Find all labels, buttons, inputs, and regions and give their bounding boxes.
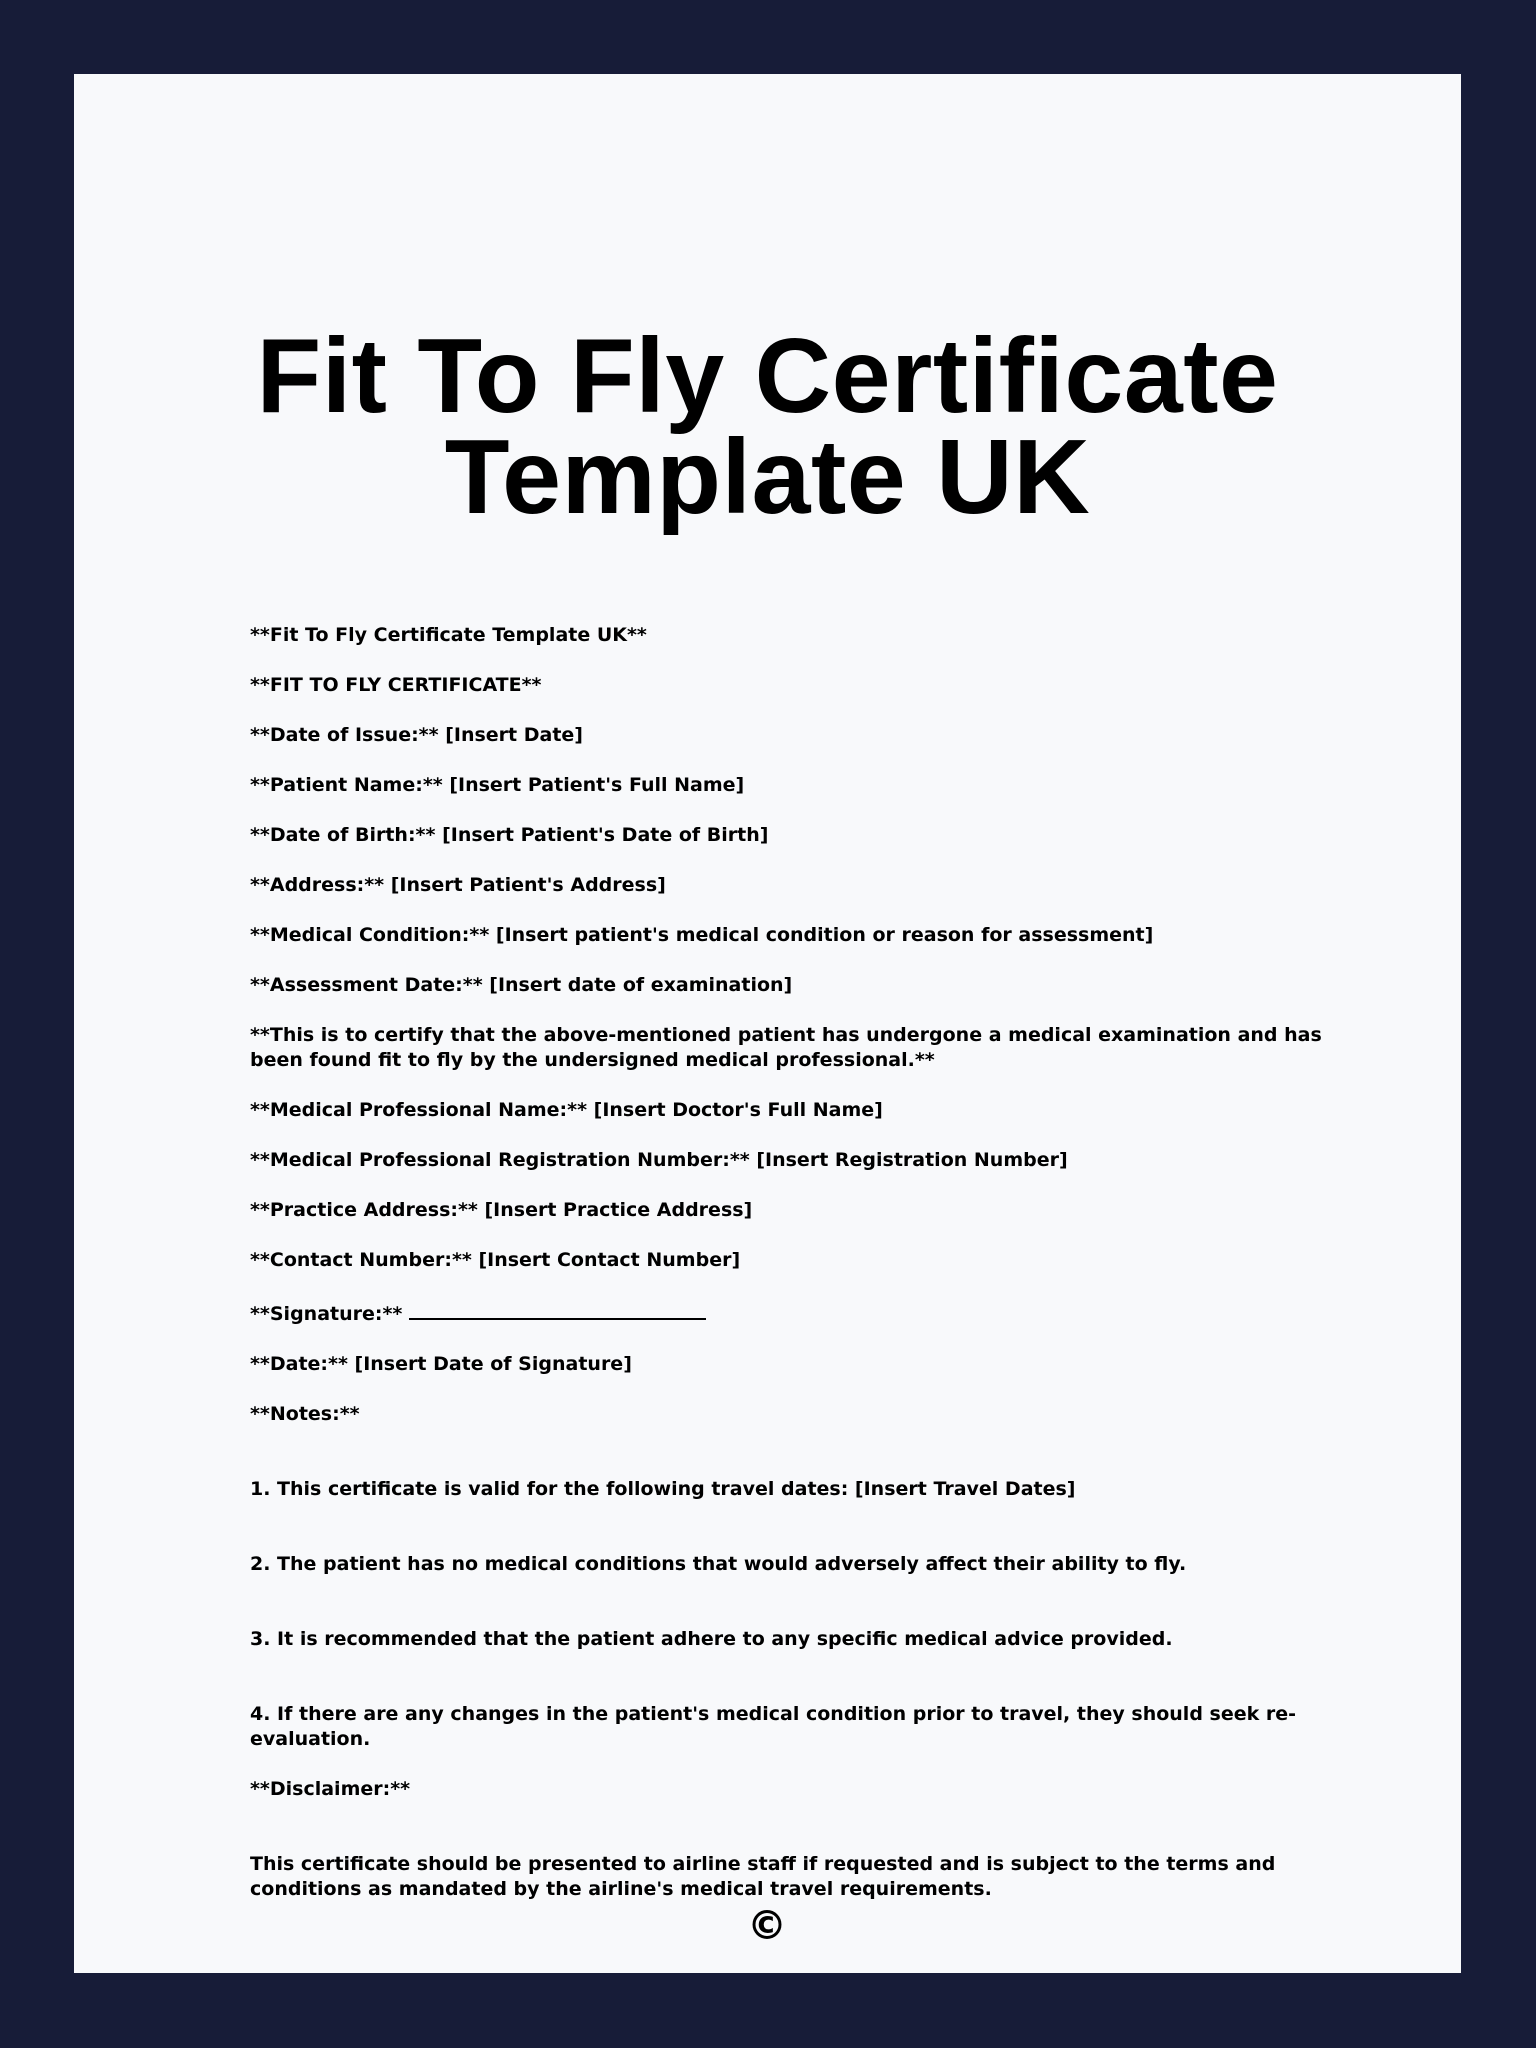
- field-label: **Patient Name:**: [250, 774, 443, 796]
- field-label: **Medical Professional Name:**: [250, 1099, 588, 1121]
- field-address: [250, 873, 1380, 898]
- notes-heading: **Notes:**: [250, 1403, 360, 1425]
- field-medical-condition: [250, 923, 1380, 948]
- document-title: Fit To Fly Certificate Template UK: [256, 317, 1279, 536]
- field-practice-address: [250, 1198, 1380, 1223]
- field-value: [Insert Patient's Date of Birth]: [442, 824, 769, 846]
- note-item: 4. If there are any changes in the patient's medical condition prior to travel, they should seek re-evaluation.: [250, 1703, 1297, 1750]
- field-value: [Insert Doctor's Full Name]: [593, 1099, 883, 1121]
- field-contact-number: [250, 1248, 1380, 1273]
- field-signature: [250, 1298, 1380, 1327]
- field-value: [Insert Date]: [445, 724, 583, 746]
- disclaimer-heading: **Disclaimer:**: [250, 1778, 411, 1800]
- field-date: [250, 1352, 1380, 1377]
- field-label: **Date:**: [250, 1353, 348, 1375]
- field-value: [Insert Date of Signature]: [354, 1353, 632, 1375]
- field-date-of-birth: [250, 823, 1380, 848]
- note-item: 1. This certificate is valid for the following travel dates: [Insert Travel Dates]: [250, 1478, 1076, 1500]
- field-label: **Medical Condition:**: [250, 924, 490, 946]
- field-value: [Insert Contact Number]: [478, 1249, 741, 1271]
- field-value: [Insert Registration Number]: [756, 1149, 1068, 1171]
- field-value: [Insert Patient's Full Name]: [449, 774, 745, 796]
- signature-line: [409, 1298, 706, 1320]
- field-value: [Insert patient's medical condition or reason for assessment]: [495, 924, 1154, 946]
- field-label: **Medical Professional Registration Number:**: [250, 1149, 750, 1171]
- field-date-of-issue: [250, 723, 1380, 748]
- field-value: [Insert date of examination]: [489, 974, 793, 996]
- field-assessment-date: [250, 973, 1380, 998]
- field-label: **Practice Address:**: [250, 1199, 478, 1221]
- document-body: [250, 623, 1380, 1927]
- field-value: [Insert Practice Address]: [484, 1199, 753, 1221]
- certificate-heading: **FIT TO FLY CERTIFICATE**: [250, 674, 542, 696]
- field-professional-name: [250, 1098, 1380, 1123]
- disclaimer-text: This certificate should be presented to airline staff if requested and is subject to the terms and conditions as mandated by the airline's medical travel requirements.: [250, 1853, 1276, 1900]
- note-item: 2. The patient has no medical conditions that would adversely affect their ability to fly.: [250, 1553, 1187, 1575]
- field-label: **Address:**: [250, 874, 385, 896]
- note-item: 3. It is recommended that the patient adhere to any specific medical advice provided.: [250, 1628, 1173, 1650]
- field-patient-name: [250, 773, 1380, 798]
- heading-line: **Fit To Fly Certificate Template UK**: [250, 624, 647, 646]
- field-label: **Assessment Date:**: [250, 974, 483, 996]
- document-page: [74, 74, 1461, 1973]
- copyright-icon: ©: [747, 1903, 787, 1949]
- field-registration-number: [250, 1148, 1380, 1173]
- field-label: **Date of Birth:**: [250, 824, 436, 846]
- field-label: **Contact Number:**: [250, 1249, 472, 1271]
- field-value: [Insert Patient's Address]: [390, 874, 666, 896]
- field-label: **Date of Issue:**: [250, 724, 439, 746]
- certification-statement: **This is to certify that the above-mentioned patient has undergone a medical examination and has been found fit to fly by the undersigned medical professional.**: [250, 1024, 1322, 1071]
- signature-label: **Signature:**: [250, 1303, 403, 1325]
